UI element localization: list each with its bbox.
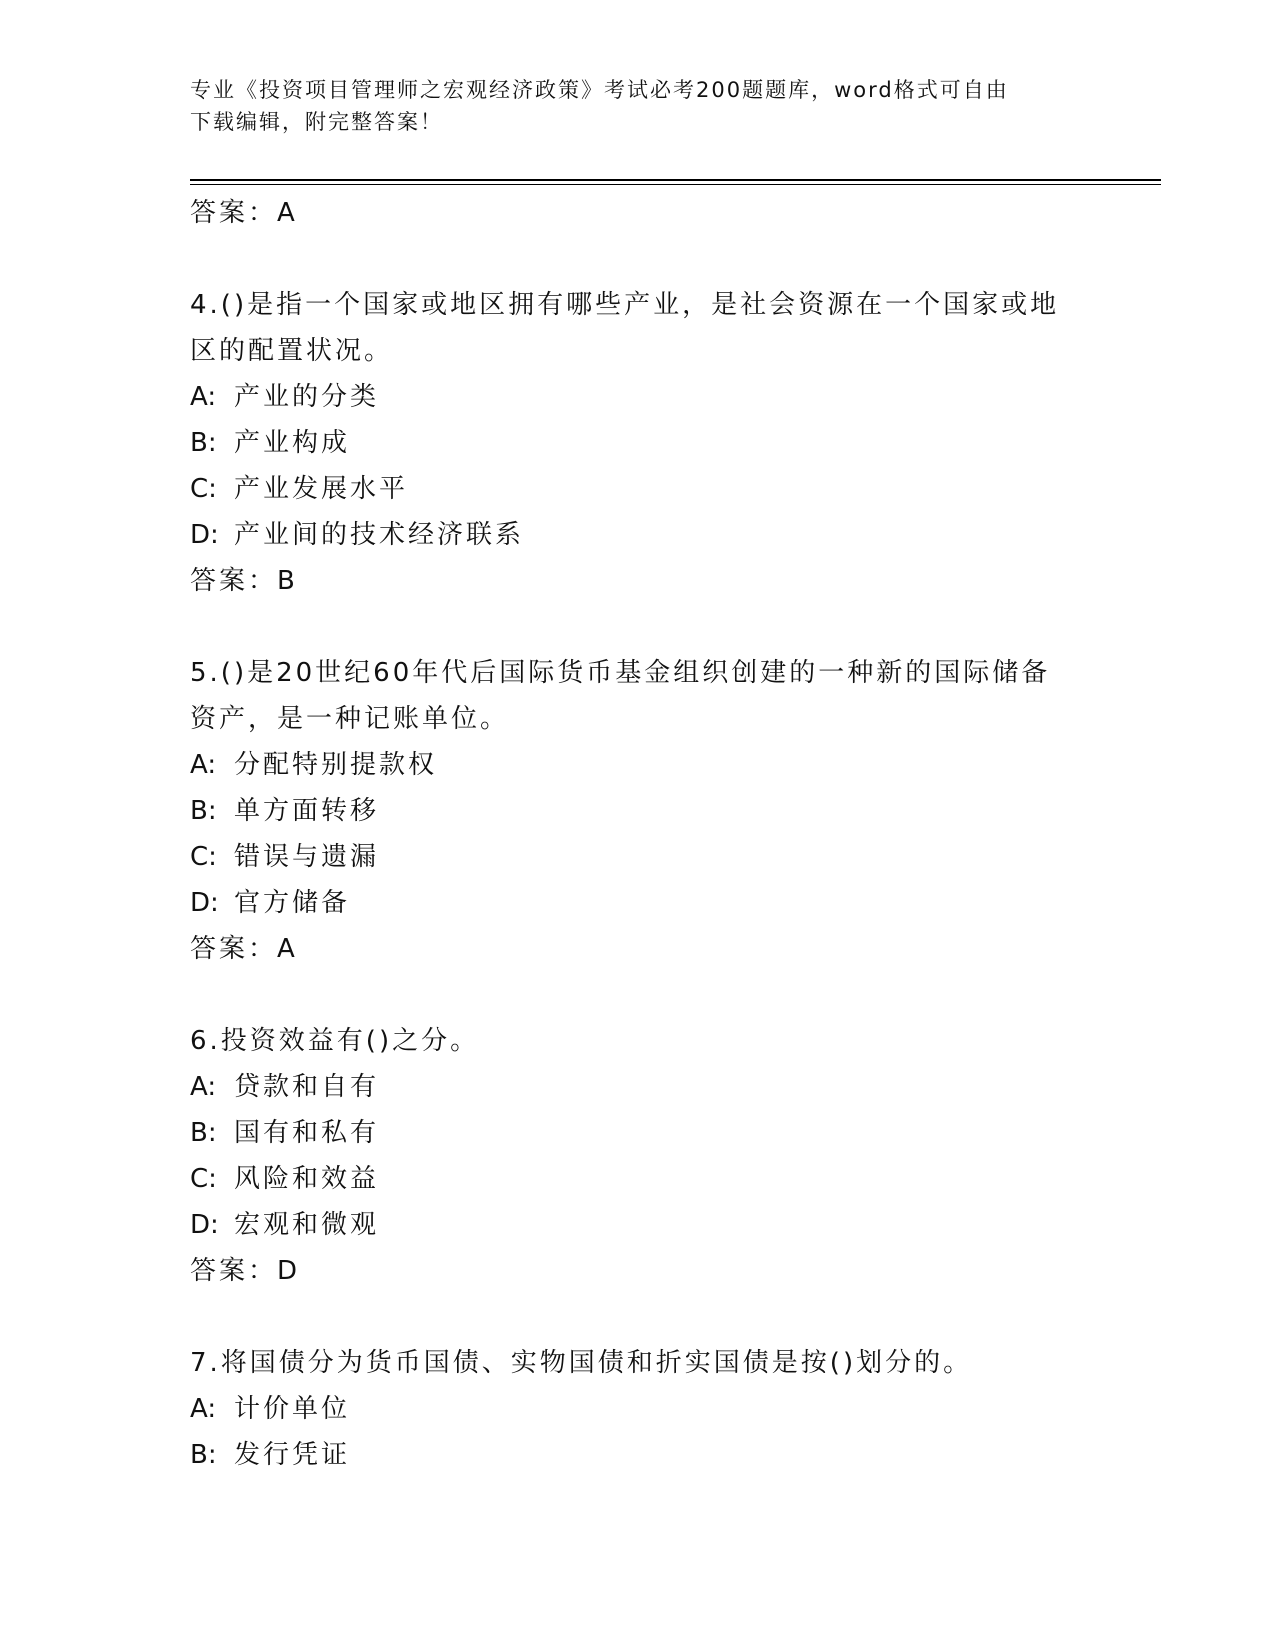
option-b <box>190 788 1090 834</box>
answer-value: B <box>277 566 297 596</box>
question-4 <box>190 282 1090 604</box>
question-7 <box>190 1340 1090 1478</box>
option-letter: A: <box>190 382 217 412</box>
document-header <box>190 74 1090 138</box>
option-a <box>190 1386 1090 1432</box>
option-letter: A: <box>190 750 217 780</box>
option-b <box>190 1432 1090 1478</box>
option-b <box>190 1110 1090 1156</box>
answer-label: 答案： <box>190 198 278 228</box>
option-letter: D: <box>190 1210 219 1240</box>
option-text: 产业的分类 <box>234 382 380 412</box>
option-c <box>190 466 1090 512</box>
option-letter: B: <box>190 796 217 826</box>
option-text: 分配特别提款权 <box>234 750 438 780</box>
option-a <box>190 374 1090 420</box>
option-text: 产业发展水平 <box>234 474 409 504</box>
option-d <box>190 1202 1090 1248</box>
option-text: 产业间的技术经济联系 <box>234 520 525 550</box>
option-c <box>190 834 1090 880</box>
option-letter: B: <box>190 428 217 458</box>
header-line-2: 下载编辑，附完整答案！ <box>190 110 443 134</box>
answer-line <box>190 190 1090 236</box>
answer-line <box>190 926 1090 972</box>
spacer <box>190 236 1090 282</box>
option-letter: C: <box>190 1164 217 1194</box>
option-text: 风险和效益 <box>234 1164 380 1194</box>
option-letter: B: <box>190 1118 217 1148</box>
option-text: 计价单位 <box>234 1394 351 1424</box>
answer-label: 答案： <box>190 934 278 964</box>
option-text: 错误与遗漏 <box>234 842 380 872</box>
option-b <box>190 420 1090 466</box>
option-text: 贷款和自有 <box>234 1072 380 1102</box>
option-letter: D: <box>190 520 219 550</box>
option-letter: B: <box>190 1440 217 1470</box>
option-text: 国有和私有 <box>234 1118 380 1148</box>
option-letter: A: <box>190 1072 217 1102</box>
question-text: 5.()是20世纪60年代后国际货币基金组织创建的一种新的国际储备 <box>190 658 1051 688</box>
option-text: 宏观和微观 <box>234 1210 380 1240</box>
option-letter: A: <box>190 1394 217 1424</box>
answer-line <box>190 558 1090 604</box>
answer-label: 答案： <box>190 1256 278 1286</box>
question-6 <box>190 1018 1090 1294</box>
option-text: 单方面转移 <box>234 796 380 826</box>
option-text: 产业构成 <box>234 428 351 458</box>
header-divider-thick <box>190 179 1161 181</box>
question-5 <box>190 650 1090 972</box>
question-text: 资产，是一种记账单位。 <box>190 704 510 734</box>
option-text: 发行凭证 <box>234 1440 351 1470</box>
header-line-1: 专业《投资项目管理师之宏观经济政策》考试必考200题题库，word格式可自由 <box>190 78 1009 102</box>
option-d <box>190 512 1090 558</box>
question-list <box>190 190 1090 1478</box>
question-text: 区的配置状况。 <box>190 336 394 366</box>
question-text: 6.投资效益有()之分。 <box>190 1026 480 1056</box>
header-divider-thin <box>190 184 1161 185</box>
answer-label: 答案： <box>190 566 278 596</box>
option-letter: D: <box>190 888 219 918</box>
answer-value: A <box>277 198 297 228</box>
option-c <box>190 1156 1090 1202</box>
question-text: 4.()是指一个国家或地区拥有哪些产业，是社会资源在一个国家或地 <box>190 290 1060 320</box>
option-letter: C: <box>190 842 217 872</box>
answer-line <box>190 1248 1090 1294</box>
spacer <box>190 972 1090 1018</box>
question-text: 7.将国债分为货币国债、实物国债和折实国债是按()划分的。 <box>190 1348 973 1378</box>
option-a <box>190 742 1090 788</box>
spacer <box>190 1294 1090 1340</box>
option-d <box>190 880 1090 926</box>
answer-value: D <box>277 1256 300 1286</box>
option-text: 官方储备 <box>234 888 351 918</box>
option-letter: C: <box>190 474 217 504</box>
option-a <box>190 1064 1090 1110</box>
answer-value: A <box>277 934 297 964</box>
spacer <box>190 604 1090 650</box>
